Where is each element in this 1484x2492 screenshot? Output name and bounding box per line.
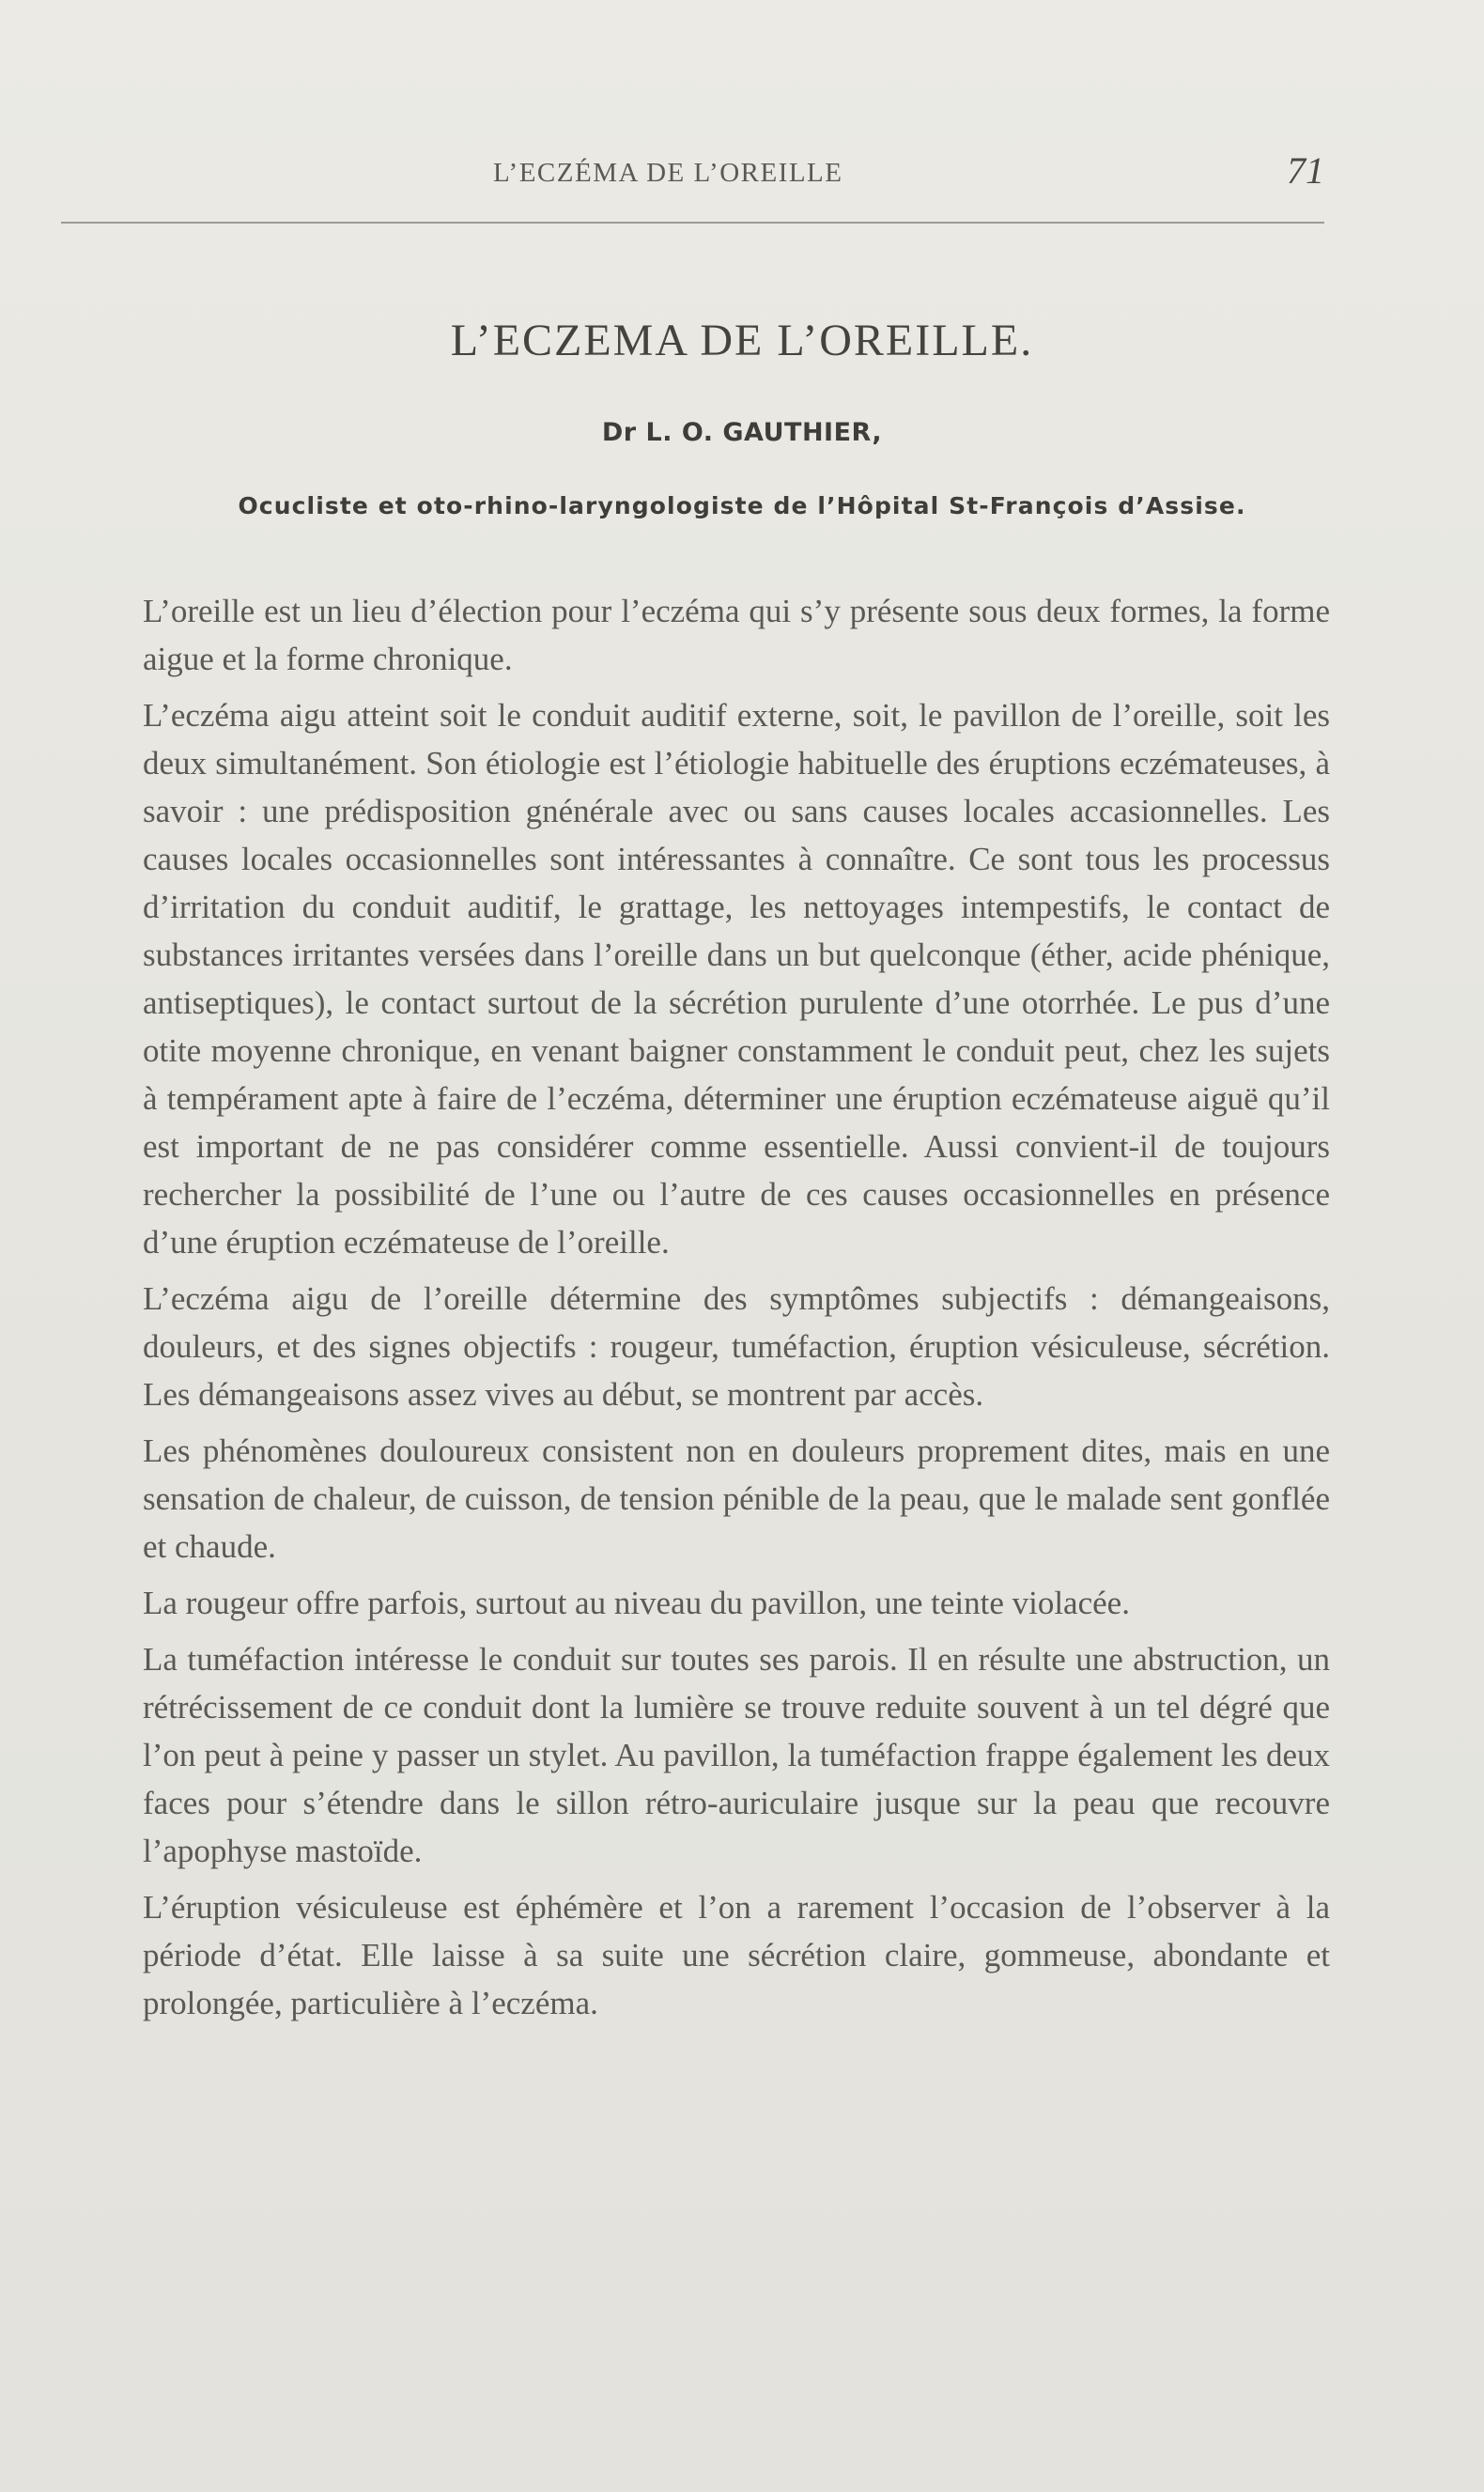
page-number: 71 xyxy=(1287,149,1324,192)
author-line: Dr L. O. GAUTHIER, xyxy=(601,418,883,447)
paragraph: La rougeur offre parfois, surtout au niveau du pavillon, une teinte violacée. xyxy=(143,1585,1130,1621)
running-header xyxy=(0,141,1484,197)
running-title: L’ECZÉMA DE L’OREILLE xyxy=(493,158,843,188)
article-title: L’ECZEMA DE L’OREILLE. xyxy=(450,316,1034,365)
paragraph: L’éruption vésiculeuse est éphémère et l’on a rarement l’occasion de l’observer à la période d’état. Elle laisse à sa suite une sécrétion claire, gommeuse, abondante et prolongée, particulière à l’eczéma. xyxy=(143,1889,1330,2021)
paragraph: L’eczéma aigu atteint soit le conduit auditif externe, soit, le pavillon de l’oreille, soit les deux simultanément. Son étiologie est l’étiologie habituelle des éruptions eczémateuses, à savoir : une prédisposition gnénérale avec ou sans causes locales accasionnelles. Les causes locales occasionnelles sont intéressantes à connaître. Ce sont tous les processus d’irritation du conduit auditif, le grattage, les nettoyages intempestifs, le contact de substances irritantes versées dans l’oreille dans un but quelconque (éther, acide phénique, antiseptiques), le contact surtout de la sécrétion purulente d’une otorrhée. Le pus d’une otite moyenne chronique, en venant baigner constamment le conduit peut, chez les sujets à tempérament apte à faire de l’eczéma, déterminer une éruption eczémateuse aiguë qu’il est important de ne pas considérer comme essentielle. Aussi convient-il de toujours rechercher la possibilité de l’une ou l’autre de ces causes occasionnelles en présence d’une éruption eczémateuse de l’oreille. xyxy=(143,697,1330,1261)
article-body xyxy=(143,587,1330,2035)
paragraph: La tuméfaction intéresse le conduit sur toutes ses parois. Il en résulte une abstruction, un rétrécissement de ce conduit dont la lumière se trouve reduite souvent à un tel dégré que l’on peut à peine y passer un stylet. Au pavillon, la tuméfaction frappe également les deux faces pour s’étendre dans le sillon rétro-auriculaire jusque sur la peau que recouvre l’apophyse mastoïde. xyxy=(143,1641,1330,1869)
paragraph: L’oreille est un lieu d’élection pour l’eczéma qui s’y présente sous deux formes, la forme aigue et la forme chronique. xyxy=(143,593,1330,677)
header-rule xyxy=(61,222,1324,224)
author-affiliation: Ocucliste et oto-rhino-laryngologiste de l’Hôpital St-François d’Assise. xyxy=(238,492,1246,519)
paragraph: L’eczéma aigu de l’oreille détermine des symptômes subjectifs : démangeaisons, douleurs, et des signes objectifs : rougeur, tuméfaction, éruption vésiculeuse, sécrétion. Les démangeaisons assez vives au début, se montrent par accès. xyxy=(143,1280,1330,1413)
paragraph: Les phénomènes douloureux consistent non en douleurs proprement dites, mais en une sensation de chaleur, de cuisson, de tension pénible de la peau, que le malade sent gonflée et chaude. xyxy=(143,1432,1330,1565)
